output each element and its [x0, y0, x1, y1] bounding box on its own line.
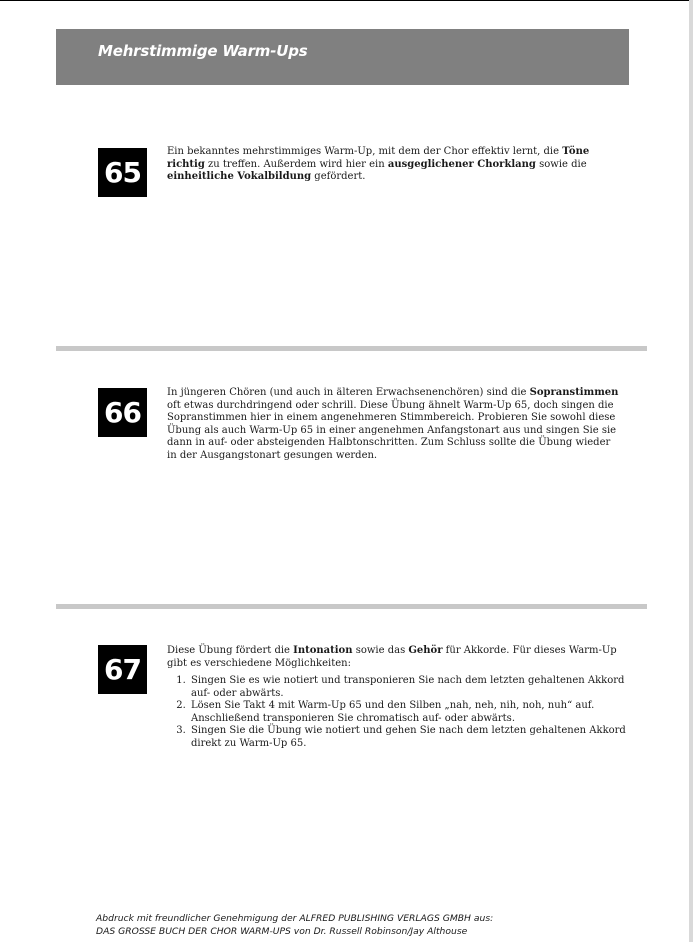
- exercise-number-66: 66: [98, 388, 147, 437]
- list-item: 1. Singen Sie es wie notiert und transponieren Sie nach dem letzten gehaltenen Akkord auf- oder abwärts.: [189, 675, 644, 700]
- exercise-67-description: [167, 645, 622, 670]
- emphasized-term: Intonation: [293, 645, 353, 656]
- exercise-67-options-list: [167, 675, 644, 751]
- emphasized-term: einheitliche Vokalbildung: [167, 171, 312, 183]
- emphasized-term: Gehör: [408, 645, 443, 656]
- text-run: Diese Übung fördert die: [167, 645, 294, 656]
- section-divider: [56, 346, 647, 351]
- text-run: Ein bekanntes mehrstimmiges Warm-Up, mit dem der Chor effektiv lernt, die: [167, 146, 563, 157]
- text-run: oft etwas durchdringend oder schrill. Diese Übung ähnelt Warm-Up 65, doch singen die Sopranstimmen hier in einem angenehmeren Stimmbereich. Probieren Sie sowohl diese Übung als auch Warm-Up 65 in einer angenehmen Anfangstonart aus und singen Sie sie dann in auf- oder absteigenden Halbtonschritten. Zum Schluss sollte die Übung wieder in der Ausgangstonart gesungen werden.: [167, 399, 617, 461]
- text-run: In jüngeren Chören (und auch in älteren Erwachsenenchören) sind die: [167, 387, 530, 398]
- exercise-66-description: [167, 387, 622, 463]
- text-run: für Akkorde. Für dieses Warm-Up gibt es verschiedene Möglichkeiten:: [167, 645, 617, 669]
- text-run: sowie die: [535, 158, 587, 170]
- emphasized-term: Sopranstimmen: [529, 387, 619, 398]
- emphasized-term: Töne richtig: [167, 146, 590, 170]
- text-run: zu treffen. Außerdem wird hier ein: [204, 158, 388, 170]
- section-divider: [56, 604, 647, 609]
- list-item: 2. Lösen Sie Takt 4 mit Warm-Up 65 und den Silben „nah, neh, nih, noh, nuh“ auf. Anschließend transponieren Sie chromatisch auf- oder abwärts.: [189, 700, 644, 725]
- text-run: sowie das: [352, 645, 409, 656]
- text-run: gefördert.: [311, 171, 366, 183]
- page-edge-shadow: [689, 0, 693, 942]
- exercise-number-65: 65: [98, 148, 147, 197]
- copyright-footer: [96, 912, 616, 938]
- page-title: Mehrstimmige Warm-Ups: [98, 42, 308, 60]
- header-bar: [56, 29, 629, 85]
- emphasized-term: ausgeglichener Chorklang: [387, 158, 536, 170]
- top-rule: [0, 0, 693, 1]
- list-item: 3. Singen Sie die Übung wie notiert und gehen Sie nach dem letzten gehaltenen Akkord direkt zu Warm-Up 65.: [189, 725, 644, 750]
- footer-line: Abdruck mit freundlicher Genehmigung der ALFRED PUBLISHING VERLAGS GMBH aus:: [96, 913, 494, 924]
- exercise-65-description: [167, 146, 622, 184]
- exercise-number-67: 67: [98, 645, 147, 694]
- footer-line: DAS GROSSE BUCH DER CHOR WARM-UPS von Dr. Russell Robinson/Jay Althouse: [96, 926, 468, 937]
